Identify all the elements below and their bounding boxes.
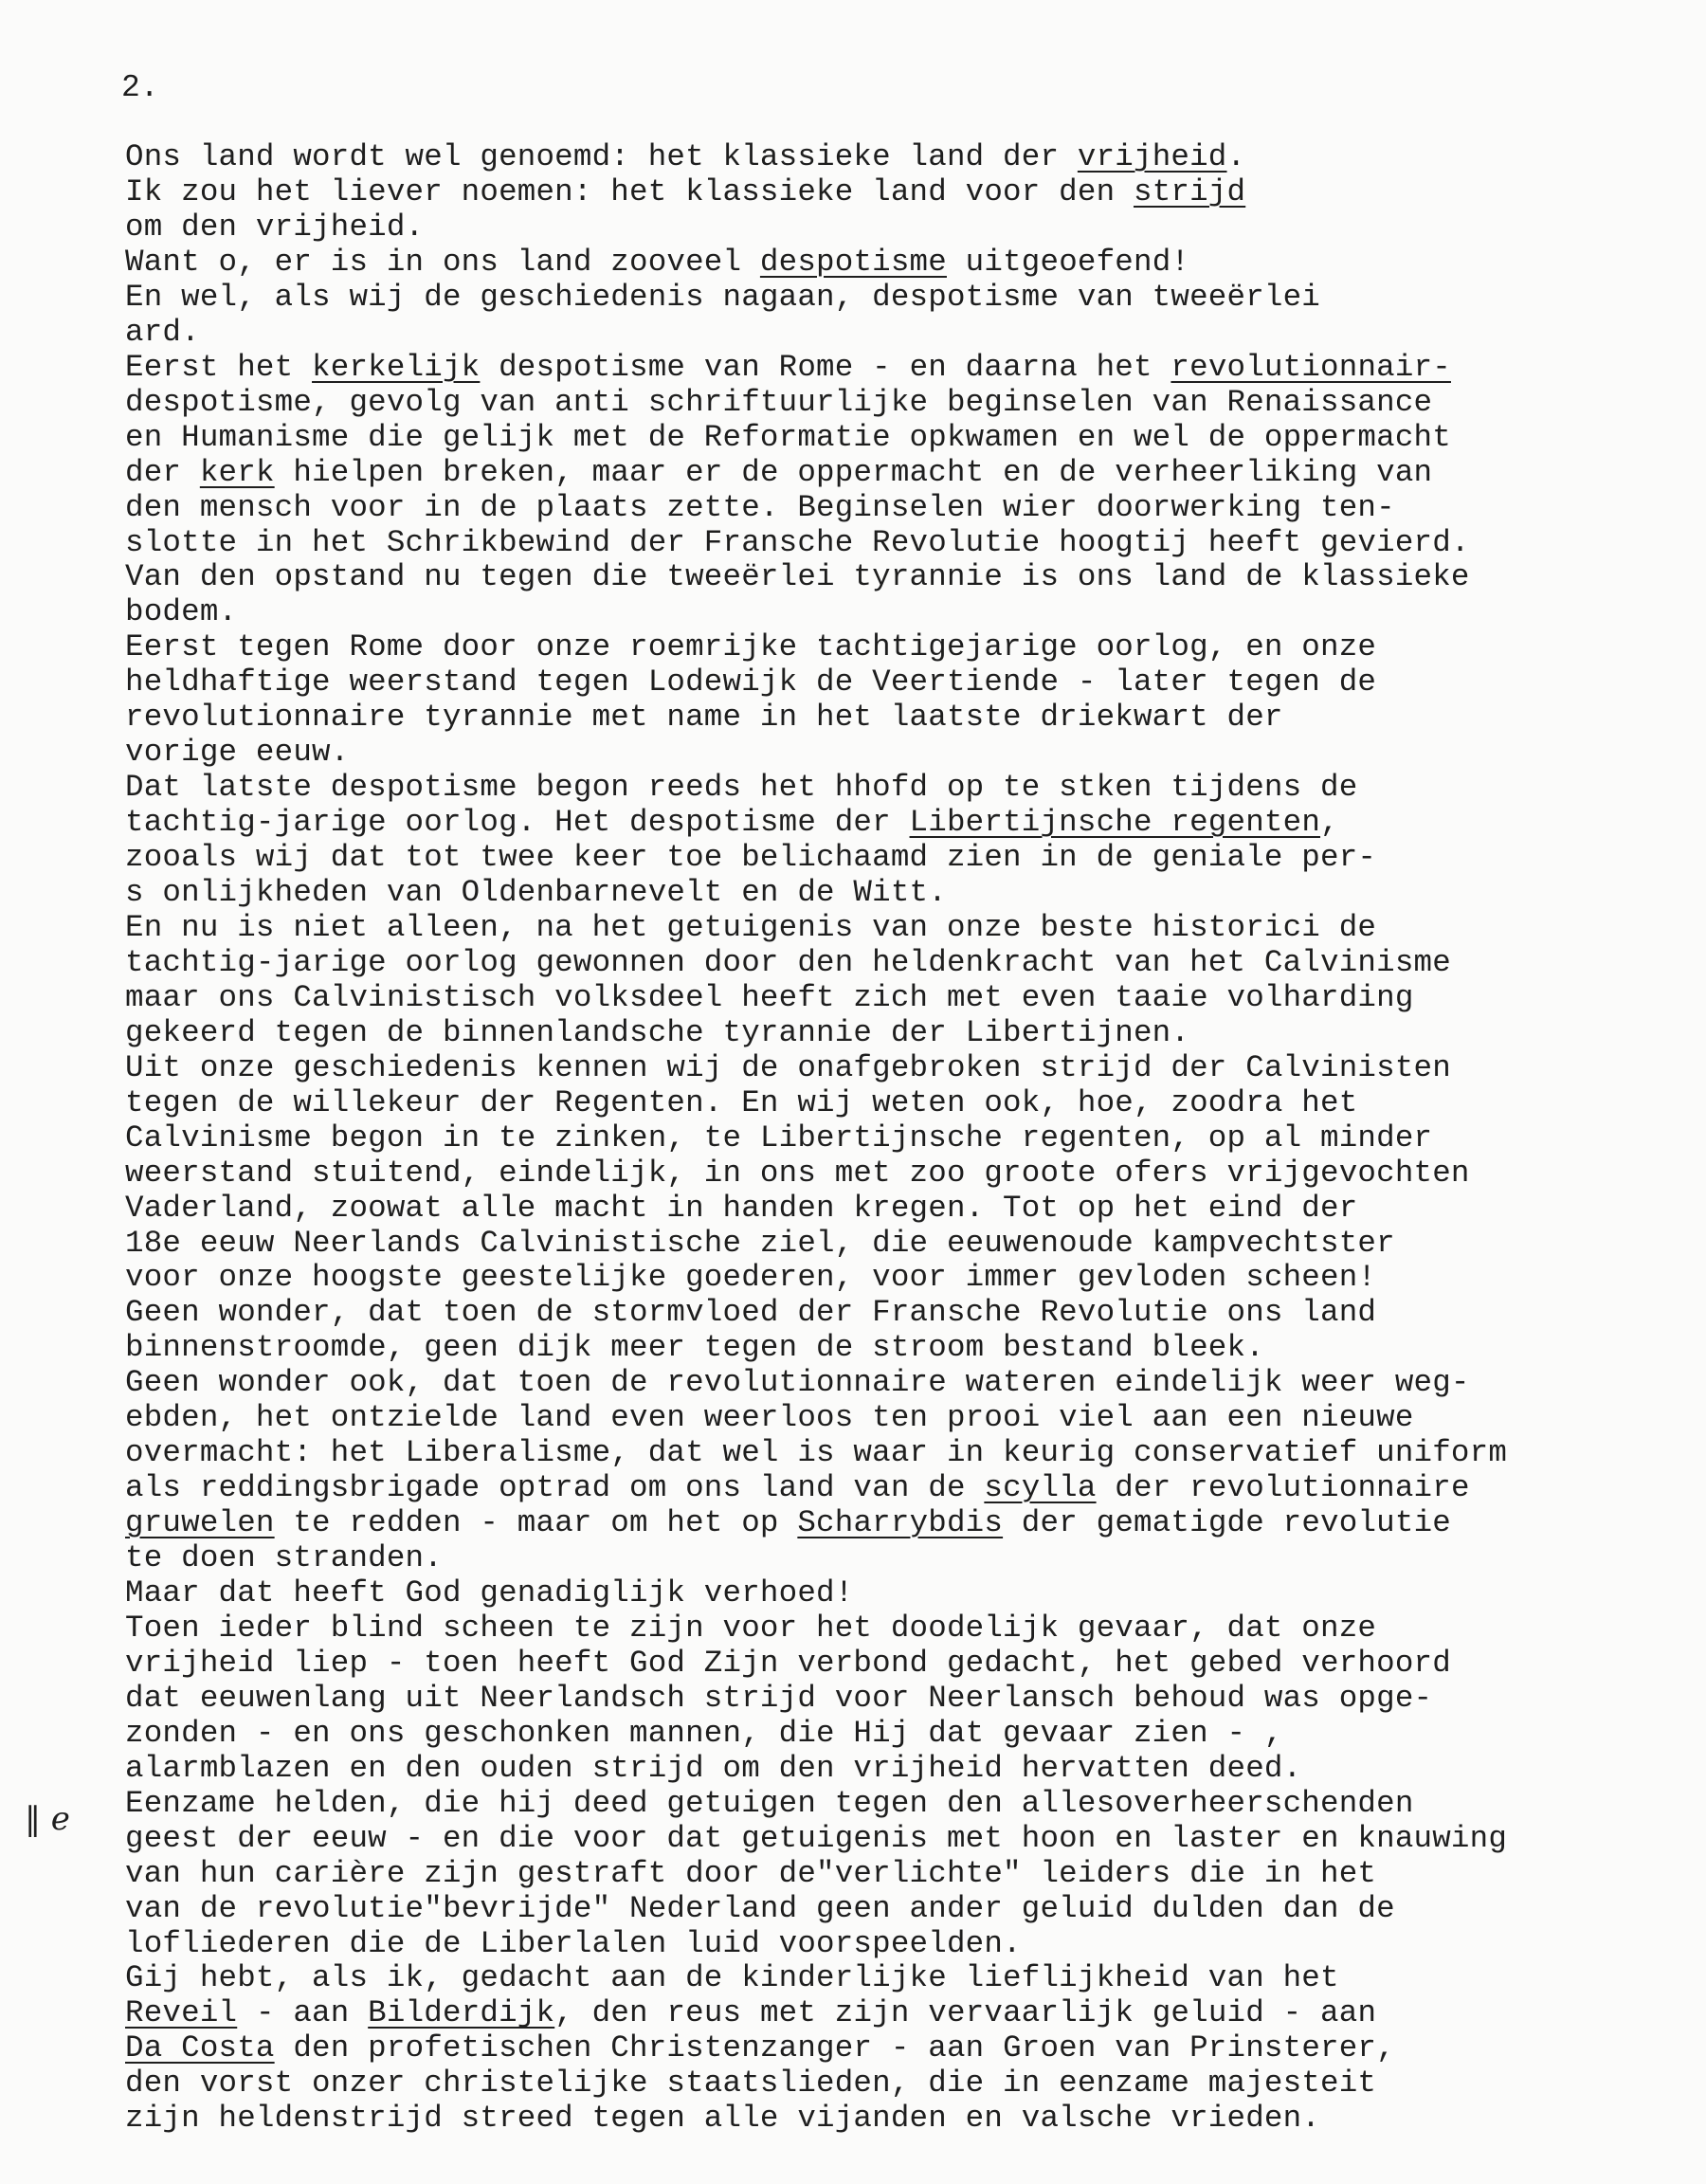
text-segment: tegen de willekeur der Regenten. En wij weten ook, hoe, zoodra het — [125, 1084, 1358, 1120]
text-line — [125, 1401, 1414, 1435]
text-segment: Maar dat heeft God genadiglijk verhoed! — [125, 1575, 854, 1611]
text-line — [125, 946, 1451, 980]
text-line — [125, 1506, 1451, 1540]
underlined-phrase: revolutionnair- — [1171, 349, 1451, 385]
underlined-phrase: Bilderdijk — [368, 1995, 555, 2031]
text-line — [125, 665, 1376, 700]
text-segment: Toen ieder blind scheen te zijn voor het doodelijk gevaar, dat onze — [125, 1610, 1377, 1646]
text-segment: Dat latste despotisme begon reeds het hhofd op te stken tijdens de — [125, 770, 1358, 806]
text-line — [125, 1016, 1189, 1050]
text-line — [125, 2031, 1395, 2066]
underlined-phrase: Da Costa — [125, 2030, 275, 2066]
text-segment: tachtig-jarige oorlog. Het despotisme der — [125, 805, 910, 841]
text-segment: , den reus met zijn vervaarlijk geluid - aan — [554, 1995, 1377, 2031]
text-line — [125, 981, 1414, 1015]
text-line — [125, 2102, 1320, 2136]
text-segment: van de revolutie"bevrijde" Nederland geen ander geluid dulden dan de — [125, 1890, 1395, 1926]
underlined-phrase: gruwelen — [125, 1505, 275, 1541]
text-line — [125, 1121, 1432, 1156]
text-line — [125, 1192, 1357, 1226]
text-segment: vrijheid liep - toen heeft God Zijn verbond gedacht, het gebed verhoord — [125, 1645, 1451, 1681]
underlined-phrase: strijd — [1133, 173, 1246, 209]
underlined-phrase: vrijheid — [1077, 139, 1227, 174]
text-segment: der gematigde revolutie — [1003, 1505, 1451, 1541]
underlined-phrase: despotisme — [759, 244, 947, 280]
text-line — [125, 1156, 1470, 1191]
underlined-phrase: Libertijnsche regenten — [909, 805, 1321, 841]
text-segment: tachtig-jarige oorlog gewonnen door den heldenkracht van het Calvinisme — [125, 944, 1451, 980]
text-segment: ard. — [125, 314, 200, 350]
text-line — [125, 1927, 1022, 1961]
text-segment: dat eeuwenlang uit Neerlandsch strijd voor Neerlansch behoud was opge- — [125, 1680, 1433, 1716]
text-line — [125, 1576, 853, 1611]
text-segment: te redden - maar om het op — [274, 1505, 798, 1541]
text-line — [125, 806, 1339, 840]
text-line — [125, 526, 1470, 560]
text-line — [125, 1296, 1376, 1330]
text-segment: Eerst tegen Rome door onze roemrijke tachtigejarige oorlog, en onze — [125, 629, 1377, 665]
text-line — [125, 595, 237, 629]
text-line — [125, 876, 947, 910]
text-line — [125, 491, 1395, 525]
text-segment: Calvinisme begon in te zinken, te Libertijnsche regenten, op al minder — [125, 1119, 1433, 1156]
text-line — [125, 386, 1432, 420]
underlined-phrase: kerk — [199, 454, 275, 490]
text-segment: maar ons Calvinistisch volksdeel heeft zich met even taaie volharding — [125, 979, 1414, 1015]
text-segment: om den vrijheid. — [125, 209, 425, 245]
text-segment: van hun carière zijn gestraft door de"verlichte" leiders die in het — [125, 1855, 1377, 1891]
text-line — [125, 771, 1357, 805]
text-line — [125, 210, 424, 245]
text-segment: Van den opstand nu tegen die tweeërlei tyrannie is ons land de klassieke — [125, 559, 1470, 595]
text-segment: overmacht: het Liberalisme, dat wel is waar in keurig conservatief uniform — [125, 1435, 1508, 1471]
underlined-phrase: kerkelijk — [312, 349, 481, 385]
text-segment: Eerst het — [125, 349, 313, 385]
text-line — [125, 701, 1283, 735]
handwritten-margin-note: ‖ e — [25, 1800, 70, 1838]
text-segment: Geen wonder, dat toen de stormvloed der Fransche Revolutie ons land — [125, 1295, 1377, 1331]
text-segment: zijn heldenstrijd streed tegen alle vijanden en valsche vrieden. — [125, 2101, 1321, 2137]
text-line — [125, 1857, 1376, 1891]
text-line — [125, 1471, 1470, 1505]
underlined-phrase: scylla — [984, 1470, 1097, 1506]
text-segment: gekeerd tegen de binnenlandsche tyrannie der Libertijnen. — [125, 1014, 1190, 1050]
text-line — [125, 1261, 1376, 1295]
text-segment: vorige eeuw. — [125, 735, 350, 771]
text-line — [125, 316, 200, 350]
text-segment: en Humanisme die gelijk met de Reformatie opkwamen en wel de oppermacht — [125, 419, 1451, 455]
text-segment: . — [1226, 139, 1246, 174]
text-segment: slotte in het Schrikbewind der Fransche Revolutie hoogtij heeft gevierd. — [125, 524, 1470, 560]
text-line — [125, 1611, 1376, 1646]
text-line — [125, 351, 1451, 385]
text-line — [125, 841, 1376, 875]
text-segment: uitgeoefend! — [946, 244, 1190, 280]
text-segment: geest der eeuw - en die voor dat getuigenis met hoon en laster en knauwing — [125, 1820, 1508, 1856]
text-segment: bodem. — [125, 594, 238, 630]
text-line — [125, 1086, 1357, 1120]
text-segment: zooals wij dat tot twee keer toe belichaamd zien in de geniale per- — [125, 840, 1377, 875]
text-line — [125, 1996, 1376, 2030]
text-line — [125, 1717, 1283, 1751]
text-line — [125, 1366, 1470, 1400]
text-line — [125, 736, 349, 770]
text-segment: binnenstroomde, geen dijk meer tegen de stroom bestand bleek. — [125, 1330, 1264, 1366]
text-line — [125, 1647, 1451, 1681]
text-segment: despotisme, gevolg van anti schriftuurlijke beginselen van Renaissance — [125, 384, 1433, 420]
text-segment: te doen stranden. — [125, 1540, 443, 1575]
text-line — [125, 911, 1376, 945]
text-segment: weerstand stuitend, eindelijk, in ons met zoo groote ofers vrijgevochten — [125, 1155, 1470, 1191]
page-number: 2. — [121, 70, 159, 105]
text-line — [125, 1541, 443, 1575]
text-segment: Ik zou het liever noemen: het klassieke land voor den — [125, 173, 1134, 209]
text-line — [125, 1892, 1395, 1926]
text-line — [125, 1051, 1451, 1085]
text-line — [125, 1787, 1414, 1821]
text-segment: den vorst onzer christelijke staatslieden, die in eenzame majesteit — [125, 2066, 1377, 2102]
text-segment: En wel, als wij de geschiedenis nagaan, despotisme van tweeërlei — [125, 279, 1321, 315]
text-segment: - aan — [237, 1995, 369, 2031]
text-line — [125, 1961, 1339, 1995]
text-line — [125, 1682, 1432, 1716]
text-segment: Eenzame helden, die hij deed getuigen tegen den allesoverheerschenden — [125, 1785, 1414, 1821]
text-segment: lofliederen die de Liberlalen luid voorspeelden. — [125, 1925, 1022, 1961]
text-line — [125, 2066, 1376, 2101]
text-segment: den profetischen Christenzanger - aan Groen van Prinsterer, — [274, 2030, 1395, 2066]
text-line — [125, 1822, 1507, 1856]
text-segment: alarmblazen en den ouden strijd om den vrijheid hervatten deed. — [125, 1750, 1302, 1786]
text-segment: revolutionnaire tyrannie met name in het laatste driekwart der — [125, 700, 1283, 736]
text-segment: den mensch voor in de plaats zette. Beginselen wier doorwerking ten- — [125, 489, 1395, 525]
text-line — [125, 630, 1376, 664]
text-line — [125, 1227, 1395, 1261]
text-segment: Uit onze geschiedenis kennen wij de onafgebroken strijd der Calvinisten — [125, 1049, 1451, 1085]
text-segment: heldhaftige weerstand tegen Lodewijk de Veertiende - later tegen de — [125, 664, 1377, 701]
text-line — [125, 140, 1245, 174]
text-segment: Want o, er is in ons land zooveel — [125, 244, 760, 280]
text-line — [125, 1436, 1507, 1470]
underlined-phrase: Reveil — [125, 1995, 238, 2031]
text-segment: voor onze hoogste geestelijke goederen, voor immer gevloden scheen! — [125, 1260, 1377, 1296]
text-line — [125, 246, 1189, 280]
text-segment: Geen wonder ook, dat toen de revolutionnaire wateren eindelijk weer weg- — [125, 1365, 1470, 1401]
text-segment: En nu is niet alleen, na het getuigenis van onze beste historici de — [125, 909, 1377, 945]
text-segment: , — [1320, 805, 1339, 841]
text-segment: zonden - en ons geschonken mannen, die Hij dat gevaar zien - , — [125, 1715, 1283, 1751]
text-segment: 18e eeuw Neerlands Calvinistische ziel, die eeuwenoude kampvechtster — [125, 1225, 1395, 1261]
text-segment: als reddingsbrigade optrad om ons land van de — [125, 1470, 985, 1506]
text-segment: Vaderland, zoowat alle macht in handen kregen. Tot op het eind der — [125, 1190, 1358, 1226]
text-line — [125, 421, 1451, 455]
text-segment: hielpen breken, maar er de oppermacht en de verheerliking van — [274, 454, 1433, 490]
text-line — [125, 560, 1470, 594]
text-line — [125, 175, 1245, 209]
text-line — [125, 1331, 1264, 1365]
text-segment: ebden, het ontzielde land even weerloos ten prooi viel aan een nieuwe — [125, 1400, 1414, 1436]
text-segment: Ons land wordt wel genoemd: het klassieke land der — [125, 139, 1078, 174]
text-line — [125, 1752, 1301, 1786]
text-segment: s onlijkheden van Oldenbarnevelt en de Witt. — [125, 875, 947, 910]
text-segment: der revolutionnaire — [1096, 1470, 1470, 1506]
underlined-phrase: Scharrybdis — [797, 1505, 1004, 1541]
text-segment: der — [125, 454, 200, 490]
text-segment: Gij hebt, als ik, gedacht aan de kinderlijke lieflijkheid van het — [125, 1960, 1339, 1996]
text-line — [125, 456, 1432, 490]
text-segment: despotisme van Rome - en daarna het — [480, 349, 1171, 385]
text-line — [125, 281, 1320, 315]
